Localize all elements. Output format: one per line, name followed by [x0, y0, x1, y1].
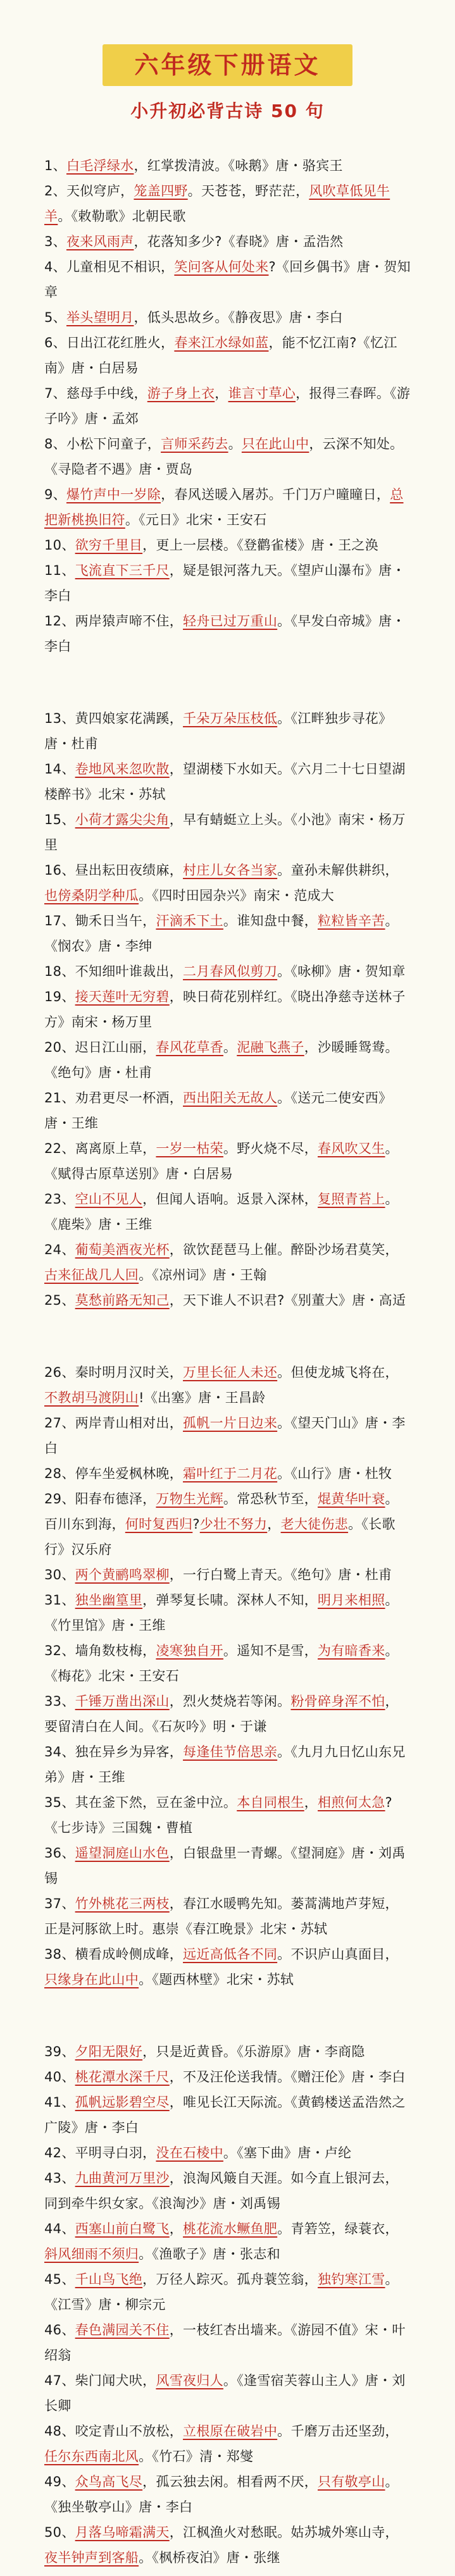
highlighted-verse: 汗滴禾下土 [156, 913, 223, 928]
highlighted-verse: 两个黄鹂鸣翠柳 [75, 1567, 170, 1582]
verse-text: 32、墙角数枝梅， [44, 1643, 156, 1658]
poem-line [44, 1136, 411, 1186]
highlighted-verse: 夕阳无限好 [75, 2044, 143, 2059]
poem-line [44, 1689, 411, 1739]
highlighted-verse: 西出阳关无故人 [183, 1090, 278, 1106]
poem-line [44, 482, 411, 533]
poem-line [44, 431, 411, 482]
highlighted-verse: 西塞山前白鹭飞 [75, 2221, 170, 2236]
highlighted-verse: 只缘身在此山中 [44, 1972, 139, 1987]
verse-text: 18、不知细叶谁裁出， [44, 964, 184, 979]
highlighted-verse: 空山不见人 [75, 1192, 143, 1207]
poem-line [44, 1237, 411, 1288]
verse-text: 4、儿童相见不相识， [44, 259, 175, 274]
verse-text: ， [267, 1517, 281, 1532]
highlighted-verse: 独钓寒江雪 [318, 2272, 385, 2287]
verse-text: 20、迟日江山丽， [44, 1040, 156, 1055]
verse-text: ，天下谁人不识君?《别董大》唐・高适 [169, 1293, 406, 1308]
highlighted-verse: 泥融飞燕子 [237, 1040, 304, 1055]
highlighted-verse: 少壮不努力 [199, 1517, 268, 1532]
verse-text: ，只是近黄昏。《乐游原》唐・李商隐 [142, 2044, 365, 2059]
verse-text: ，烈火焚烧若等闲。 [169, 1694, 291, 1709]
highlighted-verse: 万物生光辉 [156, 1491, 223, 1507]
verse-text: !《出塞》唐・王昌龄 [139, 1390, 266, 1405]
header [0, 0, 455, 125]
highlighted-verse: 孤帆远影碧空尽 [75, 2095, 170, 2110]
verse-text: ，不及汪伦送我情。《赠汪伦》唐・李白 [169, 2069, 406, 2085]
highlighted-verse: 夜半钟声到客船 [44, 2550, 139, 2565]
poem-line [44, 908, 411, 959]
verse-text: 21、劝君更尽一杯酒， [44, 1090, 184, 1106]
verse-text: ，更上一层楼。《登鹳雀楼》唐・王之涣 [142, 538, 379, 553]
poem-line [44, 558, 411, 608]
highlighted-verse: 古来征战几人回 [44, 1267, 139, 1283]
poem-line [44, 2090, 411, 2140]
verse-text: ，能不忆江南?《忆江南》唐・白居易 [44, 335, 397, 376]
highlighted-verse: 复照青苔上 [318, 1192, 385, 1207]
poem-line [44, 1790, 411, 1840]
verse-text: 。《鹿柴》唐・王维 [44, 1192, 399, 1232]
verse-text: ，春江水暖鸭先知。蒌蒿满地芦芽短，正是河豚欲上时。惠崇《春江晚景》北宋・苏轼 [44, 1896, 399, 1937]
highlighted-verse: 桃花潭水深千尺 [75, 2069, 170, 2085]
poem-line [44, 2317, 411, 2368]
poem-line [44, 2419, 411, 2469]
verse-text: 27、两岸青山相对出， [44, 1415, 184, 1431]
highlighted-verse: 凌寒独自开 [156, 1643, 223, 1658]
highlighted-verse: 白毛浮绿水 [66, 158, 134, 173]
highlighted-verse: 众鸟高飞尽 [75, 2474, 143, 2489]
page-title: 六年级下册语文 [103, 44, 352, 86]
highlighted-verse: 游子身上衣 [147, 386, 215, 401]
verse-text: 。《元日》北宋・王安石 [125, 512, 267, 527]
verse-text: 12、两岸猿声啼不住， [44, 613, 184, 629]
highlighted-verse: 立根原在破岩中 [183, 2424, 278, 2439]
highlighted-verse: 只有敬亭山 [318, 2474, 385, 2489]
verse-text: 。《咏柳》唐・贺知章 [277, 964, 406, 979]
poem-line [44, 1739, 411, 1790]
verse-text: 47、柴门闻犬吠， [44, 2373, 156, 2388]
verse-text: 。《凉州词》唐・王翰 [139, 1267, 267, 1283]
verse-text: ，万径人踪灭。孤舟蓑笠翁， [142, 2272, 318, 2287]
verse-text: 40、 [44, 2069, 75, 2085]
verse-text: ，望湖楼下水如天。《六月二十七日望湖楼醉书》北宋・苏轼 [44, 761, 406, 802]
poem-line [44, 2520, 411, 2570]
verse-text: ， [215, 386, 228, 401]
highlighted-verse: 任尔东西南北风 [44, 2449, 139, 2464]
highlighted-verse: 斜风细雨不须归 [44, 2246, 139, 2262]
verse-text: 22、离离原上草， [44, 1141, 156, 1156]
poem-group [44, 2039, 411, 2570]
verse-text: 。《早发白帝城》唐・李白 [44, 613, 406, 654]
highlighted-verse: 轻舟已过万重山 [183, 613, 278, 629]
poem-line [44, 984, 411, 1035]
highlighted-verse: 总把新桃换旧符 [44, 487, 404, 527]
highlighted-verse: 笑问客从何处来 [174, 259, 269, 274]
poem-line [44, 533, 411, 558]
poem-line [44, 858, 411, 908]
highlighted-verse: 举头望明月 [66, 310, 134, 325]
poem-group [44, 706, 411, 1313]
highlighted-verse: 霜叶红于二月花 [183, 1466, 278, 1481]
verse-text: 。童孙未解供耕织， [277, 863, 399, 878]
poem-line [44, 2267, 411, 2317]
highlighted-verse: 只在此山中 [241, 436, 309, 452]
verse-text: ? [192, 1517, 200, 1532]
verse-text: 。《渔歌子》唐・张志和 [139, 2246, 280, 2262]
verse-text: ，弹琴复长啸。深林人不知， [142, 1593, 318, 1608]
poem-line [44, 330, 411, 381]
verse-text: 10、 [44, 538, 75, 553]
verse-text: 。《长歌行》汉乐府 [44, 1517, 396, 1557]
poem-line [44, 2216, 411, 2267]
highlighted-verse: 本自同根生 [237, 1795, 304, 1810]
verse-text: 。《竹石》清・郑燮 [139, 2449, 254, 2464]
highlighted-verse: 遥望洞庭山水色 [75, 1846, 170, 1861]
highlighted-verse: 也傍桑阴学种瓜 [44, 888, 139, 903]
verse-text: 。《赋得古原草送别》唐・白居易 [44, 1141, 399, 1181]
verse-text: ，早有蜻蜓立上头。《小池》南宋・杨万里 [44, 812, 406, 853]
verse-text: 2、天似穹庐， [44, 183, 134, 199]
verse-text: 。千磨万击还坚劲， [277, 2424, 399, 2439]
verse-text: 。《四时田园杂兴》南宋・范成大 [139, 888, 335, 903]
poem-line [44, 1638, 411, 1689]
highlighted-verse: 没在石棱中 [156, 2145, 223, 2160]
highlighted-verse: 明月来相照 [318, 1593, 385, 1608]
verse-text: 49、 [44, 2474, 75, 2489]
verse-text: 1、 [44, 158, 66, 173]
verse-text: 28、停车坐爱枫林晚， [44, 1466, 184, 1481]
highlighted-verse: 不教胡马渡阴山 [44, 1390, 139, 1405]
verse-text: 43、 [44, 2171, 75, 2186]
verse-text: 。 [223, 1040, 237, 1055]
verse-text: 。天苍苍，野茫茫， [187, 183, 309, 199]
verse-text: 39、 [44, 2044, 75, 2059]
verse-text: 36、 [44, 1846, 75, 1861]
poem-line [44, 178, 411, 229]
verse-text: 42、平明寻白羽， [44, 2145, 156, 2160]
highlighted-verse: 月落乌啼霜满天 [75, 2525, 170, 2540]
verse-text: 。《敕勒歌》北朝民歌 [58, 209, 186, 224]
highlighted-verse: 一岁一枯荣 [156, 1141, 223, 1156]
poem-line [44, 1186, 411, 1237]
verse-text: ，沙暖睡鸳鸯。《绝句》唐・杜甫 [44, 1040, 399, 1080]
poem-line [44, 1587, 411, 1638]
verse-text: 。《塞下曲》唐・卢纶 [223, 2145, 352, 2160]
highlighted-verse: 万里长征人未还 [183, 1365, 278, 1380]
highlighted-verse: 每逢佳节倍思亲 [183, 1744, 278, 1759]
highlighted-verse: 村庄儿女各当家 [183, 863, 278, 878]
verse-text: 。《独坐敬亭山》唐・李白 [44, 2474, 399, 2515]
poem-line [44, 959, 411, 984]
poem-group [44, 1360, 411, 1992]
verse-text: ，孤云独去闲。相看两不厌， [142, 2474, 318, 2489]
verse-text: 11、 [44, 563, 75, 578]
verse-text: 33、 [44, 1694, 75, 1709]
highlighted-verse: 相煎何太急 [318, 1795, 385, 1810]
verse-text: ，映日荷花别样红。《晓出净慈寺送林子方》南宋・杨万里 [44, 989, 406, 1030]
verse-text: 。 [228, 436, 242, 452]
verse-text: 。《山行》唐・杜牧 [277, 1466, 392, 1481]
poem-line [44, 2469, 411, 2520]
highlighted-verse: 为有暗香来 [318, 1643, 385, 1658]
poem-line [44, 1410, 411, 1461]
poem-line [44, 807, 411, 858]
highlighted-verse: 春色满园关不住 [75, 2322, 170, 2338]
page-subtitle: 小升初必背古诗 50 句 [130, 101, 325, 121]
poem-line [44, 305, 411, 330]
poem-line [44, 706, 411, 756]
verse-text: 44、 [44, 2221, 75, 2236]
verse-text: ， [169, 2221, 184, 2236]
verse-text: 31、 [44, 1593, 75, 1608]
highlighted-verse: 欲穷千里目 [75, 538, 143, 553]
verse-text: ，唯见长江天际流。《黄鹤楼送孟浩然之广陵》唐・李白 [44, 2095, 406, 2135]
highlighted-verse: 二月春风似剪刀 [183, 964, 278, 979]
highlighted-verse: 卷地风来忽吹散 [75, 761, 170, 777]
verse-text: 30、 [44, 1567, 75, 1582]
verse-text: 6、日出江花红胜火， [44, 335, 175, 350]
verse-text: 46、 [44, 2322, 75, 2338]
poem-line [44, 2064, 411, 2090]
verse-text: ，浪淘风簸自天涯。如今直上银河去，同到牵牛织女家。《浪淘沙》唐・刘禹锡 [44, 2171, 399, 2211]
verse-text: ，报得三春晖。《游子吟》唐・孟郊 [44, 386, 411, 426]
verse-text: 25、 [44, 1293, 75, 1308]
verse-text: 。常恐秋节至， [223, 1491, 318, 1507]
poem-line [44, 1360, 411, 1410]
verse-text: ，但闻人语响。返景入深林， [142, 1192, 318, 1207]
poem-line [44, 2039, 411, 2064]
verse-text: 8、小松下问童子， [44, 436, 161, 452]
poem-line [44, 2368, 411, 2419]
highlighted-verse: 何时复西归 [125, 1517, 193, 1532]
verse-text: 。《九月九日忆山东兄弟》唐・王维 [44, 1744, 406, 1785]
verse-text: 。《悯农》唐・李绅 [44, 913, 399, 954]
highlighted-verse: 夜来风雨声 [66, 234, 134, 249]
verse-text: 41、 [44, 2095, 75, 2110]
verse-text: 9、 [44, 487, 66, 502]
verse-text: ，花落知多少?《春晓》唐・孟浩然 [134, 234, 344, 249]
verse-text: 。《江雪》唐・柳宗元 [44, 2272, 399, 2312]
highlighted-verse: 葡萄美酒夜光杯 [75, 1242, 170, 1257]
verse-text: ，一行白鹭上青天。《绝句》唐・杜甫 [169, 1567, 392, 1582]
verse-text: 。野火烧不尽， [223, 1141, 318, 1156]
poem-line [44, 756, 411, 807]
verse-text: 35、其在釜下然，豆在釜中泣。 [44, 1795, 237, 1810]
highlighted-verse: 莫愁前路无知己 [75, 1293, 170, 1308]
verse-text: 。《江畔独步寻花》唐・杜甫 [44, 711, 392, 751]
highlighted-verse: 春来江水绿如蓝 [174, 335, 269, 350]
verse-text: 14、 [44, 761, 75, 777]
verse-text: 23、 [44, 1192, 75, 1207]
highlighted-verse: 独坐幽篁里 [75, 1593, 143, 1608]
verse-text: 29、阳春布德泽， [44, 1491, 156, 1507]
highlighted-verse: 孤帆一片日边来 [183, 1415, 278, 1431]
highlighted-verse: 风吹草低见牛羊 [44, 183, 390, 224]
verse-text: 45、 [44, 2272, 75, 2287]
verse-text: 。但使龙城飞将在， [277, 1365, 399, 1380]
verse-text: ?《七步诗》三国魏・曹植 [44, 1795, 392, 1835]
verse-text: 。《望天门山》唐・李白 [44, 1415, 406, 1456]
highlighted-verse: 小荷才露尖尖角 [75, 812, 170, 827]
highlighted-verse: 竹外桃花三两枝 [75, 1896, 170, 1911]
poem-line [44, 381, 411, 431]
poem-line [44, 1840, 411, 1891]
highlighted-verse: 千朵万朵压枝低 [183, 711, 278, 726]
poem-line [44, 2140, 411, 2166]
verse-text: ，云深不知处。《寻隐者不遇》唐・贾岛 [44, 436, 404, 477]
verse-text: 7、慈母手中线， [44, 386, 147, 401]
verse-text: ，低头思故乡。《静夜思》唐・李白 [134, 310, 343, 325]
highlighted-verse: 粒粒皆辛苦 [318, 913, 385, 928]
verse-text: ，春风送暖入屠苏。千门万户曈曈日， [161, 487, 390, 502]
verse-text: 。《送元二使安西》唐・王维 [44, 1090, 392, 1131]
verse-text: 48、咬定青山不放松， [44, 2424, 184, 2439]
verse-text: 38、横看成岭侧成峰， [44, 1947, 184, 1962]
verse-text: ， [304, 1795, 318, 1810]
verse-text: 26、秦时明月汉时关， [44, 1365, 184, 1380]
verse-text: 。青箬笠，绿蓑衣， [277, 2221, 399, 2236]
highlighted-verse: 谁言寸草心 [228, 386, 296, 401]
verse-text: 。不识庐山真面目， [277, 1947, 399, 1962]
poem-line [44, 254, 411, 305]
verse-text: 。谁知盘中餐， [223, 913, 318, 928]
highlighted-verse: 桃花流水鳜鱼肥 [183, 2221, 278, 2236]
poem-line [44, 153, 411, 178]
verse-text: ，疑是银河落九天。《望庐山瀑布》唐・李白 [44, 563, 406, 603]
poem-line [44, 1085, 411, 1136]
verse-text: ，要留清白在人间。《石灰吟》明・于谦 [44, 1694, 399, 1734]
poem-line [44, 1035, 411, 1085]
verse-text: 16、昼出耘田夜绩麻， [44, 863, 184, 878]
highlighted-verse: 风雪夜归人 [156, 2373, 223, 2388]
verse-text: 。《题西林壁》北宋・苏轼 [139, 1972, 294, 1987]
highlighted-verse: 爆竹声中一岁除 [66, 487, 161, 502]
verse-text: 15、 [44, 812, 75, 827]
poem-line [44, 2166, 411, 2216]
poem-line [44, 1562, 411, 1587]
poem-line [44, 1891, 411, 1942]
verse-text: 3、 [44, 234, 66, 249]
poem-sections [0, 125, 455, 2570]
verse-text: ，江枫渔火对愁眠。姑苏城外寒山寺， [169, 2525, 399, 2540]
poem-line [44, 1288, 411, 1313]
highlighted-verse: 言师采药去 [161, 436, 228, 452]
poem-line [44, 1461, 411, 1486]
verse-text: ，一枝红杏出墙来。《游园不值》宋・叶绍翁 [44, 2322, 406, 2363]
poem-line [44, 1942, 411, 1992]
verse-text: ，红掌拨清波。《咏鹅》唐・骆宾王 [134, 158, 343, 173]
verse-text: 37、 [44, 1896, 75, 1911]
highlighted-verse: 千锤万凿出深山 [75, 1694, 170, 1709]
verse-text: 。《枫桥夜泊》唐・张继 [139, 2550, 280, 2565]
verse-text: 。《竹里馆》唐・王维 [44, 1593, 399, 1633]
verse-text: 5、 [44, 310, 66, 325]
verse-text: 19、 [44, 989, 75, 1004]
verse-text: ?《回乡偶书》唐・贺知章 [44, 259, 411, 300]
verse-text: ，欲饮琵琶马上催。醉卧沙场君莫笑， [169, 1242, 399, 1257]
verse-text: 50、 [44, 2525, 75, 2540]
highlighted-verse: 老大徒伤悲 [280, 1517, 349, 1532]
poem-line [44, 608, 411, 659]
poem-line [44, 229, 411, 254]
verse-text: 17、锄禾日当午， [44, 913, 156, 928]
highlighted-verse: 粉骨碎身浑不怕 [290, 1694, 385, 1709]
highlighted-verse: 焜黄华叶衰 [318, 1491, 385, 1507]
highlighted-verse: 接天莲叶无穷碧 [75, 989, 170, 1004]
poem-line [44, 1486, 411, 1562]
verse-text: 。《逢雪宿芙蓉山主人》唐・刘长卿 [44, 2373, 406, 2413]
verse-text: 。遥知不是雪， [223, 1643, 318, 1658]
verse-text: 24、 [44, 1242, 75, 1257]
highlighted-verse: 千山鸟飞绝 [75, 2272, 143, 2287]
verse-text: 13、黄四娘家花满蹊， [44, 711, 184, 726]
highlighted-verse: 飞流直下三千尺 [75, 563, 170, 578]
highlighted-verse: 远近高低各不同 [183, 1947, 278, 1962]
highlighted-verse: 九曲黄河万里沙 [75, 2171, 170, 2186]
verse-text: 34、独在异乡为异客， [44, 1744, 184, 1759]
verse-text: ，白银盘里一青螺。《望洞庭》唐・刘禹锡 [44, 1846, 406, 1886]
highlighted-verse: 春风吹又生 [318, 1141, 385, 1156]
verse-text: 。《梅花》北宋・王安石 [44, 1643, 399, 1684]
poem-group [44, 153, 411, 659]
verse-text: 。百川东到海， [44, 1491, 399, 1532]
highlighted-verse: 笼盖四野 [134, 183, 188, 199]
highlighted-verse: 春风花草香 [156, 1040, 223, 1055]
